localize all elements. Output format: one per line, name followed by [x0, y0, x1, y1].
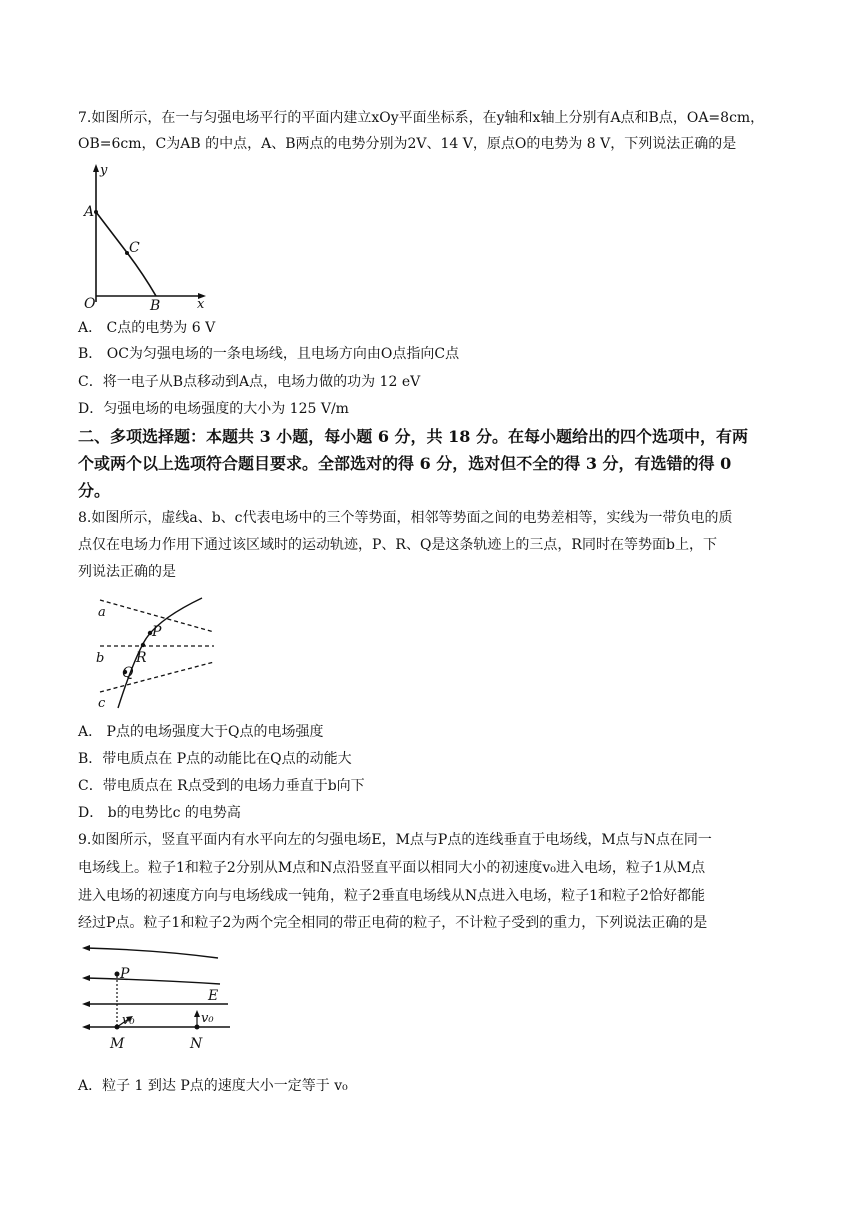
q8-figure [92, 596, 222, 712]
q9-option-a: A．粒子 1 到达 P点的速度大小一定等于 v₀ [78, 1078, 348, 1094]
q9-stem-line-3: 进入电场的初速度方向与电场线成一钝角，粒子2垂直电场线从N点进入电场，粒子1和粒子2恰好都能 [78, 888, 705, 904]
label-y: y [100, 163, 108, 178]
field-line-1 [86, 948, 218, 958]
q7-option-b: B． OC为匀强电场的一条电场线，且电场方向由O点指向C点 [78, 346, 460, 362]
label-m: M [110, 1036, 125, 1052]
label-b: B [150, 298, 161, 312]
q8-option-d: D． b的电势比c 的电势高 [78, 805, 241, 821]
q9-stem-line-1: 9.如图所示，竖直平面内有水平向左的匀强电场E，M点与P点的连线垂直于电场线，M点与N点在同一 [78, 832, 712, 848]
label-c: C [129, 240, 140, 256]
section2-line-3: 分。 [78, 481, 111, 500]
q9-stem-line-2: 电场线上。粒子1和粒子2分别从M点和N点沿竖直平面以相同大小的初速度v₀进入电场，粒子1从M点 [78, 860, 706, 876]
label-c: c [98, 696, 106, 711]
point-a [94, 210, 98, 214]
q7-option-a: A． C点的电势为 6 V [78, 320, 216, 336]
q7-option-c: C．将一电子从B点移动到A点，电场力做的功为 12 eV [78, 374, 421, 390]
label-e: E [208, 988, 219, 1004]
q8-option-a: A． P点的电场强度大于Q点的电场强度 [78, 724, 324, 740]
label-o: O [84, 296, 96, 312]
trajectory [118, 598, 202, 708]
q7-stem-line-2: OB=6cm，C为AB 的中点，A、B两点的电势分别为2V、14 V，原点O的电势为 8 V，下列说法正确的是 [78, 136, 737, 152]
q8-option-c: C．带电质点在 R点受到的电场力垂直于b向下 [78, 778, 365, 794]
q7-figure [80, 162, 210, 312]
label-q: Q [122, 665, 134, 681]
label-p: P [152, 624, 162, 640]
label-a: A [84, 204, 95, 220]
q8-stem-line-1: 8.如图所示，虚线a、b、c代表电场中的三个等势面，相邻等势面之间的电势差相等，实线为一带负电的质 [78, 510, 733, 526]
label-r: R [136, 650, 147, 666]
label-p: P [120, 966, 130, 982]
point-r [141, 643, 145, 647]
q8-option-b: B．带电质点在 P点的动能比在Q点的动能大 [78, 751, 352, 767]
q8-stem-line-3: 列说法正确的是 [78, 564, 176, 580]
field-line-2 [86, 978, 220, 984]
label-x: x [197, 297, 205, 312]
q9-stem-line-4: 经过P点。粒子1和粒子2为两个完全相同的带正电荷的粒子，不计粒子受到的重力，下列说法正确的是 [78, 915, 708, 931]
equipotential-c [100, 662, 214, 692]
label-a: a [98, 605, 106, 620]
label-v0-m: v₀ [122, 1013, 135, 1028]
section2-line-1: 二、多项选择题：本题共 3 小题，每小题 6 分，共 18 分。在每小题给出的四个选项中，有两 [78, 427, 748, 446]
q9-figure [78, 940, 238, 1054]
y-axis-arrow [93, 164, 99, 172]
label-b: b [96, 651, 105, 666]
label-v0-n: v₀ [201, 1011, 214, 1026]
label-n: N [190, 1036, 203, 1052]
section2-line-2: 个或两个以上选项符合题目要求。全部选对的得 6 分，选对但不全的得 3 分，有选错的得 0 [78, 454, 732, 473]
point-p [115, 972, 120, 977]
q7-stem-line-1: 7.如图所示，在一与匀强电场平行的平面内建立xOy平面坐标系，在y轴和x轴上分别有A点和B点，OA=8cm， [78, 110, 765, 126]
q7-option-d: D．匀强电场的电场强度的大小为 125 V/m [78, 401, 349, 417]
q8-stem-line-2: 点仅在电场力作用下通过该区域时的运动轨迹，P、R、Q是这条轨迹上的三点，R同时在等势面b上，下 [78, 537, 717, 553]
